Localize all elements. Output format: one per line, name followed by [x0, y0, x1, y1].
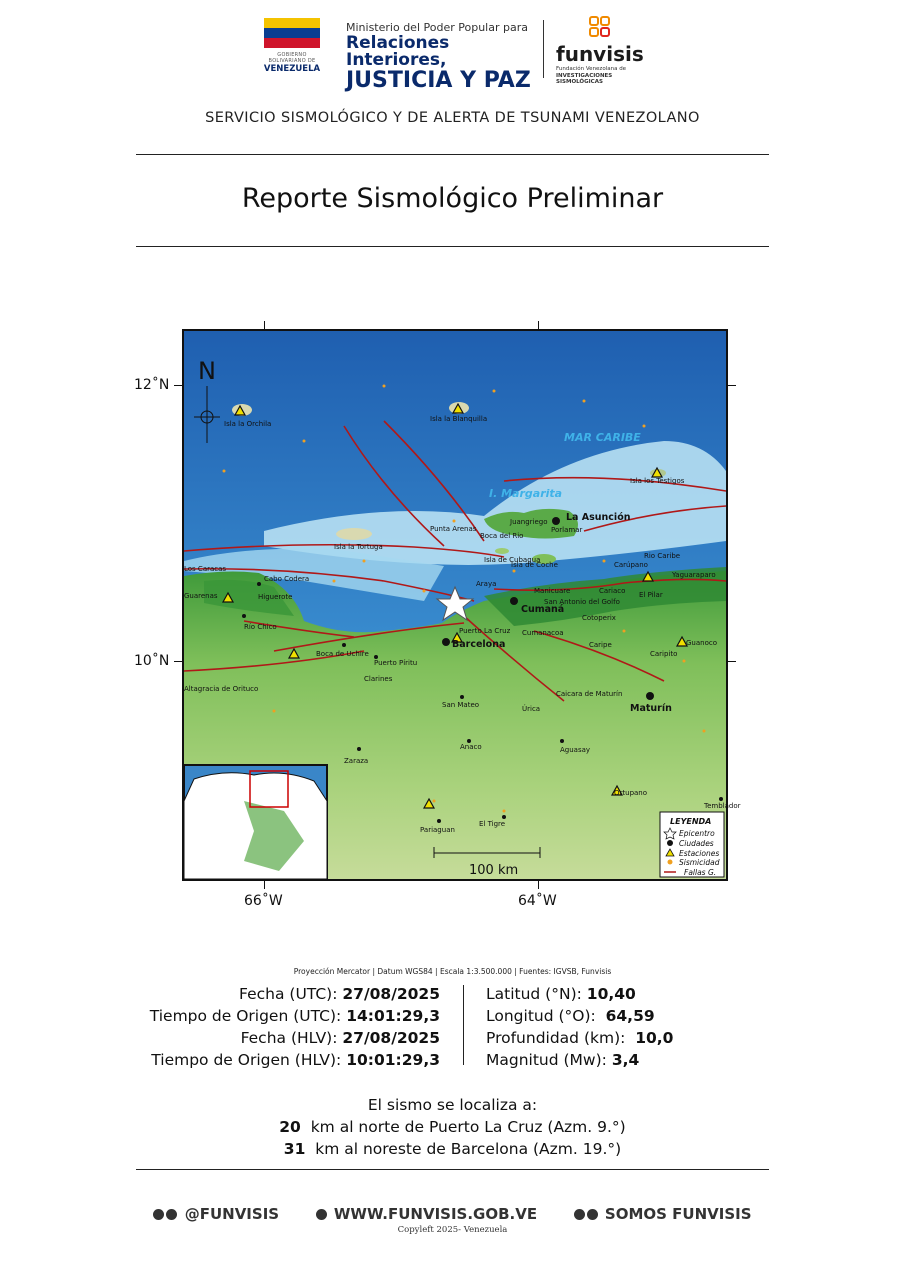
tick-top-64w [538, 321, 539, 329]
lat-label-12n: 12˚N [134, 377, 170, 393]
lon-label-64w: 64˚W [518, 893, 557, 909]
origen-hlv-value: 10:01:29,3 [346, 1051, 440, 1069]
svg-text:Isla de Coche: Isla de Coche [511, 561, 558, 569]
svg-text:Anaco: Anaco [460, 743, 482, 751]
funvisis-logo [556, 16, 656, 86]
service-name: SERVICIO SISMOLÓGICO Y DE ALERTA DE TSUNAMI VENEZOLANO [205, 110, 700, 126]
svg-text:San Mateo: San Mateo [442, 701, 480, 709]
depth-label: Profundidad (km): [486, 1029, 626, 1047]
svg-text:Cotoperix: Cotoperix [582, 614, 616, 622]
svg-text:Punta Arenas: Punta Arenas [430, 525, 477, 533]
tick-left-10n [174, 661, 182, 662]
svg-text:Guarenas: Guarenas [184, 592, 218, 600]
legend-estaciones: Estaciones [679, 849, 720, 858]
location-block [136, 1094, 769, 1160]
fecha-utc-row [100, 983, 440, 1005]
location-line2 [136, 1138, 769, 1160]
svg-text:Isla la Orchila: Isla la Orchila [224, 420, 272, 428]
scale-label: 100 km [469, 863, 519, 878]
origen-utc-value: 14:01:29,3 [346, 1007, 440, 1025]
depth-row [486, 1027, 786, 1049]
svg-text:Caripito: Caripito [650, 650, 678, 658]
svg-text:Boca del Rio: Boca del Rio [480, 532, 524, 540]
venezuela-flag-icon [264, 18, 320, 48]
copyleft: Copyleft 2025- Venezuela [397, 1225, 508, 1235]
svg-text:Rio Caribe: Rio Caribe [644, 552, 681, 560]
svg-text:Úrica: Úrica [522, 705, 541, 713]
mag-label: Magnitud (Mw): [486, 1051, 607, 1069]
ministry-line3: JUSTICIA Y PAZ [346, 68, 531, 93]
svg-text:Caripe: Caripe [589, 641, 612, 649]
svg-text:Cariaco: Cariaco [599, 587, 626, 595]
origen-utc-label: Tiempo de Origen (UTC): [149, 1007, 342, 1025]
projection-note: Proyección Mercator | Datum WGS84 | Escala 1:3.500.000 | Fuentes: IGVSB, Funvisis [293, 967, 612, 976]
government-logo [262, 18, 322, 80]
location-line1-text: km al norte de Puerto La Cruz (Azm. 9.°) [310, 1118, 626, 1136]
legend-epicentro: Epicentro [679, 829, 715, 838]
legend-title: LEYENDA [670, 817, 712, 826]
tick-left-12n [174, 385, 182, 386]
seismic-map [182, 329, 741, 881]
x-icon [574, 1209, 585, 1220]
lon-value: 64,59 [605, 1007, 655, 1025]
funvisis-mark-icon [588, 16, 618, 38]
svg-text:Yaguaraparo: Yaguaraparo [672, 571, 716, 579]
svg-text:Puerto Píritu: Puerto Píritu [374, 659, 418, 667]
fecha-hlv-row [100, 1027, 440, 1049]
fecha-hlv-label: Fecha (HLV): [240, 1029, 338, 1047]
svg-text:Porlamar: Porlamar [551, 526, 583, 534]
legend-seismicity-icon [668, 860, 673, 865]
page-title: Reporte Sismológico Preliminar [241, 183, 664, 214]
info-divider [463, 985, 464, 1065]
svg-text:Cumaná: Cumaná [521, 604, 565, 615]
fecha-utc-label: Fecha (UTC): [239, 985, 338, 1003]
gov-name: VENEZUELA [263, 64, 321, 74]
header-divider [543, 20, 544, 78]
svg-text:Los Caracas: Los Caracas [184, 565, 227, 573]
location-line1 [136, 1116, 769, 1138]
footer-links [136, 1205, 769, 1223]
event-info-right [486, 983, 786, 1071]
divider-top [136, 154, 769, 155]
legend-sismicidad: Sismicidad [679, 858, 720, 867]
map-legend [660, 812, 724, 877]
fecha-utc-value: 27/08/2025 [342, 985, 440, 1003]
instagram-icon [166, 1209, 177, 1220]
svg-text:Cabo Codera: Cabo Codera [264, 575, 310, 583]
tick-top-66w [264, 321, 265, 329]
svg-text:Cumanacoa: Cumanacoa [522, 629, 564, 637]
lat-label: Latitud (°N): [486, 985, 582, 1003]
svg-text:El Pilar: El Pilar [639, 591, 663, 599]
svg-text:San Antonio del Golfo: San Antonio del Golfo [544, 598, 620, 606]
north-label: N [198, 357, 216, 385]
svg-text:Río Chico: Río Chico [244, 623, 277, 631]
location-intro: El sismo se localiza a: [367, 1096, 538, 1114]
sea-label-margarita: I. Margarita [489, 487, 563, 500]
org-name: funvisis [556, 42, 644, 66]
ministry-line1: Ministerio del Poder Popular para [346, 21, 528, 34]
divider-footer [136, 1169, 769, 1170]
depth-value: 10,0 [635, 1029, 674, 1047]
mag-row [486, 1049, 786, 1071]
ministry-logo [346, 22, 536, 92]
svg-text:Ortupano: Ortupano [614, 789, 648, 797]
gov-small-text: GOBIERNO BOLIVARIANO DE [268, 52, 316, 64]
map-svg [184, 331, 741, 879]
svg-text:Isla la Tortuga: Isla la Tortuga [334, 543, 383, 551]
inset-map [184, 765, 327, 879]
lat-label-10n: 10˚N [134, 653, 170, 669]
svg-text:Altagracia de Orituco: Altagracia de Orituco [184, 685, 259, 693]
tiktok-icon [153, 1209, 164, 1220]
svg-text:Araya: Araya [476, 580, 497, 588]
youtube-icon [587, 1209, 598, 1220]
svg-text:La Asunción: La Asunción [566, 512, 631, 523]
social-handle[interactable]: @FUNVISIS [184, 1205, 280, 1223]
ministry-line2: Relaciones Interiores, [346, 33, 450, 70]
origen-hlv-row [100, 1049, 440, 1071]
svg-text:Temblador: Temblador [704, 802, 741, 810]
svg-text:Manicuare: Manicuare [534, 587, 571, 595]
location-line2-text: km al noreste de Barcelona (Azm. 19.°) [315, 1140, 622, 1158]
legend-fallas: Fallas G. [684, 868, 717, 877]
website-link[interactable]: WWW.FUNVISIS.GOB.VE [333, 1205, 538, 1223]
svg-text:Zaraza: Zaraza [344, 757, 369, 765]
svg-text:Puerto La Cruz: Puerto La Cruz [459, 627, 511, 635]
divider-title [136, 246, 769, 247]
lon-row [486, 1005, 786, 1027]
svg-text:Pariaguan: Pariaguan [420, 826, 455, 834]
svg-text:Higuerote: Higuerote [258, 593, 293, 601]
svg-text:Caicara de Maturín: Caicara de Maturín [556, 690, 623, 698]
globe-icon [316, 1209, 327, 1220]
fecha-hlv-value: 27/08/2025 [342, 1029, 440, 1047]
svg-text:Boca de Uchire: Boca de Uchire [316, 650, 369, 658]
svg-text:Isla la Blanquilla: Isla la Blanquilla [430, 415, 488, 423]
legend-city-icon [667, 840, 673, 846]
social-name[interactable]: SOMOS FUNVISIS [604, 1205, 752, 1223]
sea-label-caribe: MAR CARIBE [564, 431, 641, 444]
tick-right-10n [728, 661, 736, 662]
mag-value: 3,4 [611, 1051, 640, 1069]
svg-text:Aguasay: Aguasay [560, 746, 591, 754]
svg-text:Guanoco: Guanoco [686, 639, 718, 647]
svg-text:Juangriego: Juangriego [510, 518, 548, 526]
svg-text:Carúpano: Carúpano [614, 561, 648, 569]
svg-text:El Tigre: El Tigre [479, 820, 506, 828]
lat-value: 10,40 [586, 985, 636, 1003]
origen-utc-row [100, 1005, 440, 1027]
location-line2-km: 31 [283, 1140, 306, 1158]
org-sub2: INVESTIGACIONES SISMOLÓGICAS [556, 72, 613, 86]
lat-row [486, 983, 786, 1005]
svg-text:Barcelona: Barcelona [452, 639, 506, 650]
tick-right-12n [728, 385, 736, 386]
org-sub1: Fundación Venezolana de [556, 66, 627, 72]
svg-text:Maturín: Maturín [630, 703, 672, 714]
location-line1-km: 20 [279, 1118, 301, 1136]
origen-hlv-label: Tiempo de Origen (HLV): [151, 1051, 342, 1069]
svg-text:Isla de Cubagua: Isla de Cubagua [484, 556, 541, 564]
event-info-left [100, 983, 440, 1071]
svg-text:Clarines: Clarines [364, 675, 393, 683]
lon-label-66w: 66˚W [244, 893, 283, 909]
legend-ciudades: Ciudades [679, 839, 714, 848]
svg-text:Isla los Testigos: Isla los Testigos [630, 477, 685, 485]
lon-label: Longitud (°O): [486, 1007, 596, 1025]
